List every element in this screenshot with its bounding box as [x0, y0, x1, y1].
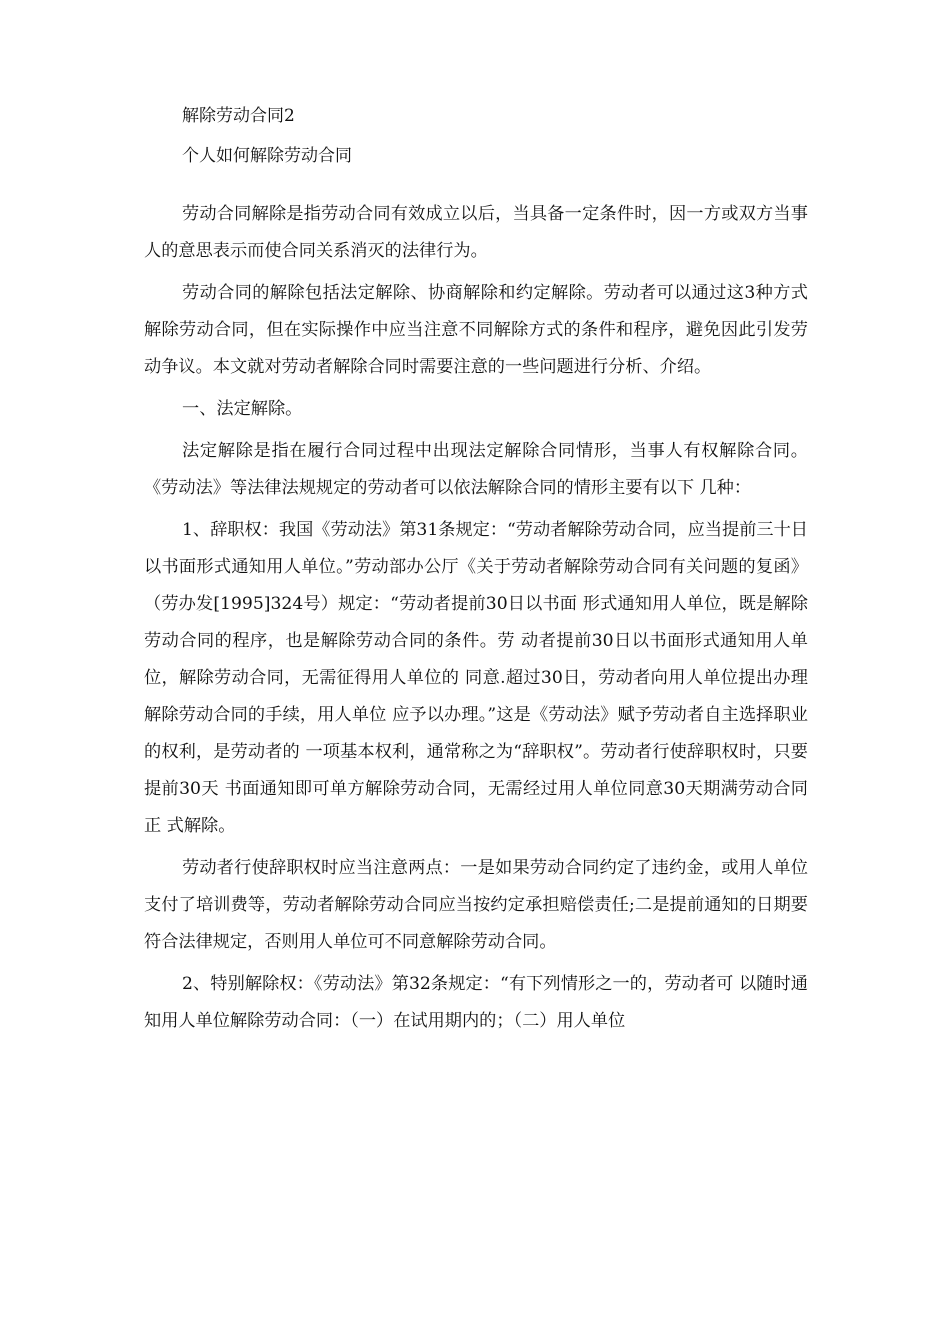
section-heading-legal-termination: 一、法定解除。	[182, 399, 303, 419]
paragraph-resignation-notes: 劳动者行使辞职权时应当注意两点：一是如果劳动合同约定了违约金，或用人单位支付了培训费等，劳动者解除劳动合同应当按约定承担赔偿责任;二是提前通知的日期要符合法律规定，否则用人单位可不同意解除劳动合同。	[144, 858, 808, 952]
paragraph-special-termination-right: 2、特别解除权：《劳动法》第32条规定：“有下列情形之一的，劳动者可 以随时通知用人单位解除劳动合同：（一）在试用期内的；（二）用人单位	[144, 974, 808, 1031]
paragraph-definition: 劳动合同解除是指劳动合同有效成立以后，当具备一定条件时，因一方或双方当事人的意思表示而使合同关系消灭的法律行为。	[144, 204, 808, 261]
paragraph-overview: 劳动合同的解除包括法定解除、协商解除和约定解除。劳动者可以通过这3种方式解除劳动合同，但在实际操作中应当注意不同解除方式的条件和程序，避免因此引发劳动争议。本文就对劳动者解除合同时需要注意的一些问题进行分析、介绍。	[144, 283, 808, 377]
document-body	[144, 196, 808, 1040]
document-title: 解除劳动合同2	[182, 106, 295, 126]
paragraph-legal-termination: 法定解除是指在履行合同过程中出现法定解除合同情形，当事人有权解除合同。《劳动法》等法律法规规定的劳动者可以依法解除合同的情形主要有以下 几种：	[144, 441, 808, 498]
paragraph-resignation-right: 1、辞职权：我国《劳动法》第31条规定：“劳动者解除劳动合同，应当提前三十日以书面形式通知用人单位。”劳动部办公厅《关于劳动者解除劳动合同有关问题的复函》（劳办发[1995]324号）规定：“劳动者提前30日以书面 形式通知用人单位，既是解除劳动合同的程序，也是解除劳动合同的条件。劳 动者提前30日以书面形式通知用人单位，解除劳动合同，无需征得用人单位的 同意.超过30日，劳动者向用人单位提出办理解除劳动合同的手续，用人单位 应予以办理。”这是《劳动法》赋予劳动者自主选择职业的权利，是劳动者的 一项基本权利，通常称之为“辞职权”。劳动者行使辞职权时，只要提前30天 书面通知即可单方解除劳动合同，无需经过用人单位同意30天期满劳动合同正 式解除。	[144, 520, 808, 836]
document-subtitle: 个人如何解除劳动合同	[182, 146, 352, 166]
